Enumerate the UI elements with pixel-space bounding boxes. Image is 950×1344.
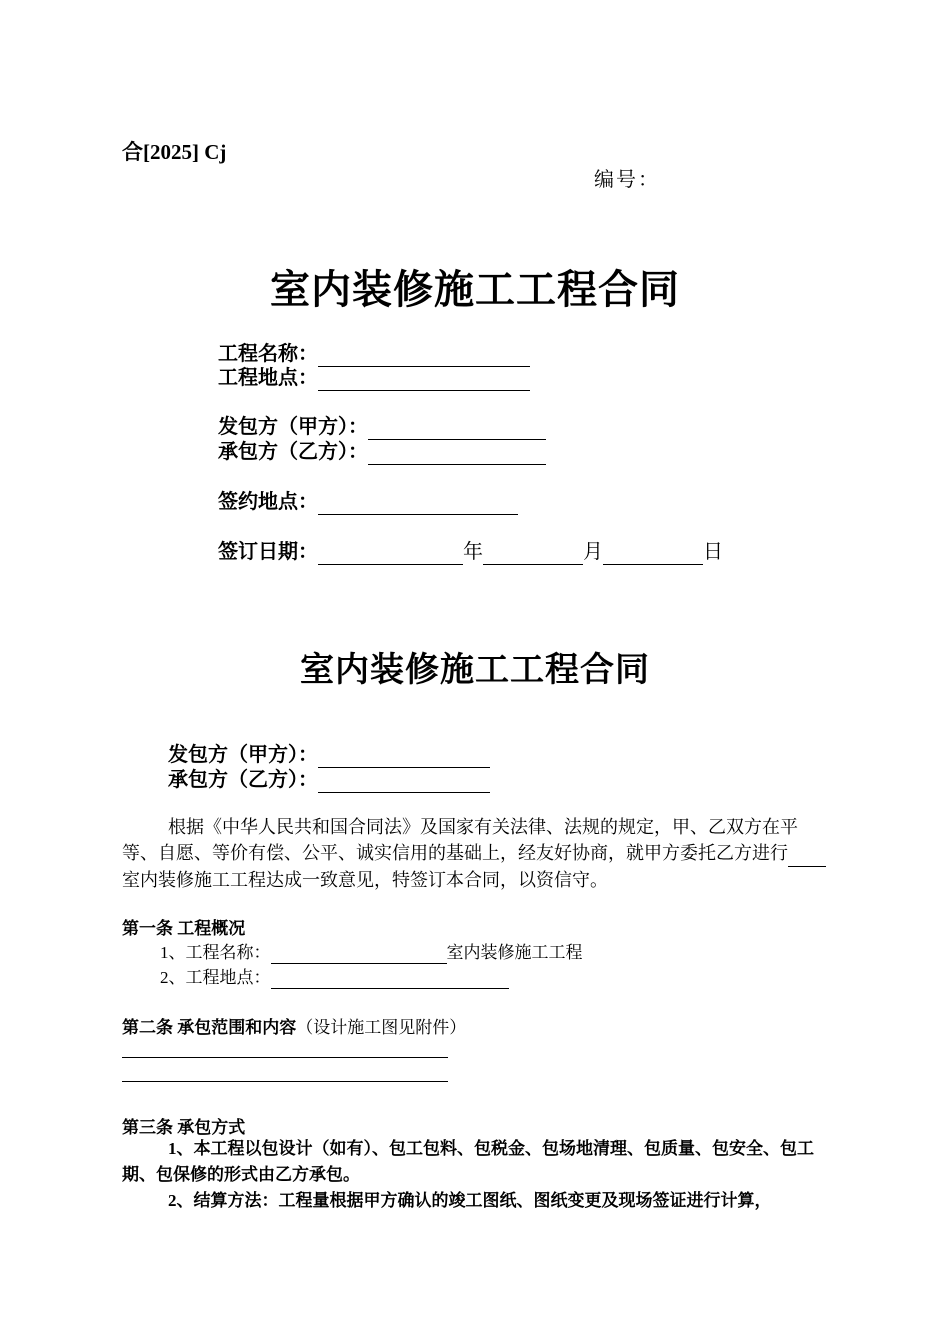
article1-heading: 第一条 工程概况	[122, 919, 246, 938]
number-label: 编号：	[594, 169, 660, 191]
article2-blank-line-2	[122, 1081, 448, 1082]
article1-item2-blank	[271, 968, 509, 989]
article2-heading	[122, 1013, 466, 1038]
article1-item1-label: 1、工程名称：	[160, 943, 271, 962]
cover-party-b	[218, 435, 546, 465]
cover-title: 室内装修施工工程合同	[270, 267, 680, 312]
cover-year-label: 年	[463, 541, 483, 563]
article1-item1-value: 室内装修施工工程	[446, 943, 583, 962]
cover-sign-date	[218, 535, 723, 565]
article2-blank-line-1	[122, 1057, 448, 1058]
cover-sign-place-label: 签约地点：	[218, 491, 318, 513]
article3-heading: 第三条 承包方式	[122, 1118, 246, 1137]
cover-sign-place-blank	[318, 491, 518, 515]
party-b-label: 承包方（乙方）：	[168, 769, 318, 791]
article3-item2: 2、结算方法：工程量根据甲方确认的竣工图纸、图纸变更及现场签证进行计算，	[168, 1191, 772, 1210]
cover-party-b-label: 承包方（乙方）：	[218, 441, 368, 463]
article1-item1	[160, 938, 583, 964]
cover-sign-date-label: 签订日期：	[218, 541, 318, 563]
contract-code: 合[2025] Cj	[122, 140, 227, 164]
cover-day-blank	[603, 541, 703, 565]
party-b	[168, 763, 490, 793]
party-a-label: 发包方（甲方）：	[168, 744, 318, 766]
cover-month-label: 月	[583, 541, 603, 563]
article1-item2-label: 2、工程地点：	[160, 968, 271, 987]
cover-party-a-label: 发包方（甲方）：	[218, 416, 368, 438]
cover-sign-place	[218, 485, 518, 515]
intro-text-1: 根据《中华人民共和国合同法》及国家有关法律、法规的规定，甲、乙双方在平等、自愿、等价有偿、公平、诚实信用的基础上，经友好协商，就甲方委托乙方进行	[122, 817, 798, 863]
article2-note: （设计施工图见附件）	[296, 1018, 467, 1037]
party-b-blank	[318, 769, 490, 793]
intro-text-2: 室内装修施工工程达成一致意见，特签订本合同，以资信守。	[122, 870, 608, 890]
cover-day-label: 日	[703, 541, 723, 563]
cover-project-location	[218, 361, 530, 391]
article2-heading-text: 第二条 承包范围和内容	[122, 1018, 297, 1037]
cover-project-name-label: 工程名称：	[218, 343, 318, 365]
article1-item1-blank	[271, 943, 447, 964]
intro-paragraph	[122, 814, 832, 893]
cover-year-blank	[318, 541, 463, 565]
cover-month-blank	[483, 541, 583, 565]
article1-item2	[160, 963, 509, 989]
cover-project-location-blank	[318, 367, 530, 391]
cover-party-b-blank	[368, 441, 546, 465]
intro-blank	[788, 840, 826, 867]
article3-item1: 1、本工程以包设计（如有）、包工包料、包税金、包场地清理、包质量、包安全、包工期、包保修的形式由乙方承包。	[122, 1139, 814, 1184]
contract-title: 室内装修施工工程合同	[300, 652, 650, 689]
cover-project-location-label: 工程地点：	[218, 367, 318, 389]
